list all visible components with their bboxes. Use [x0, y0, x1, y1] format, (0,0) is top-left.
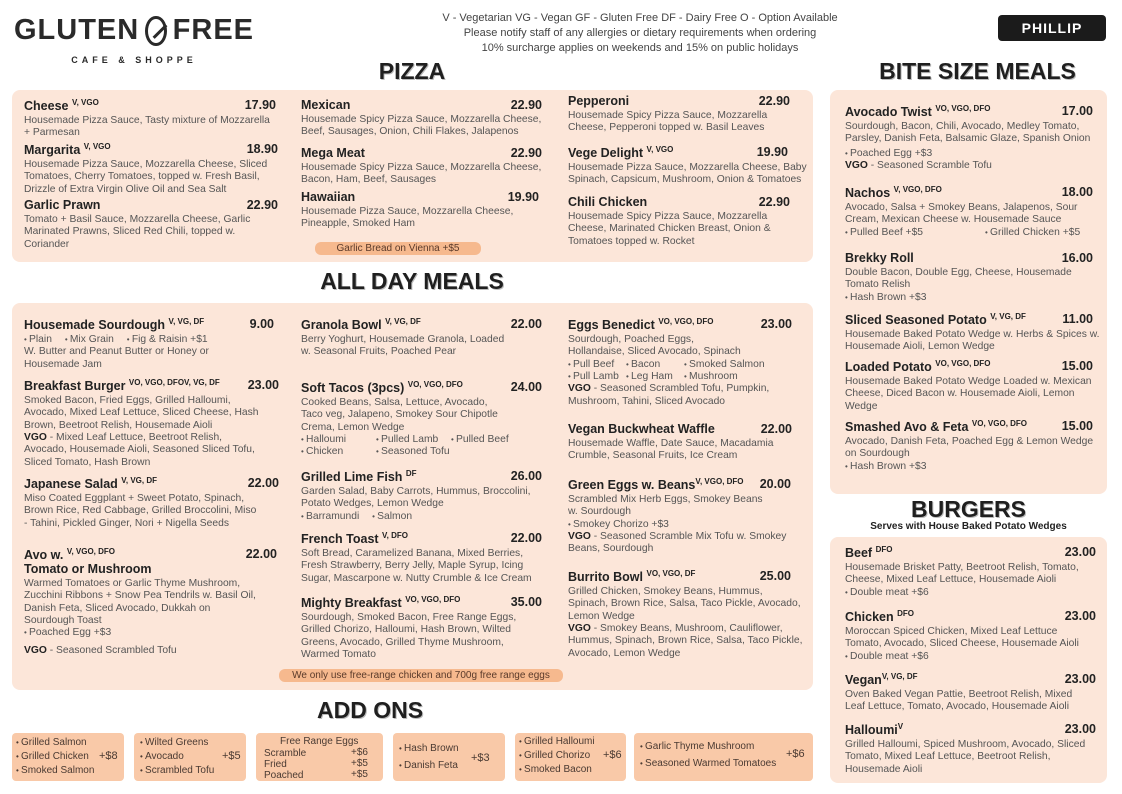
option-bullet: • Plain [24, 334, 52, 345]
item-price: 16.00 [1061, 251, 1093, 265]
option-label: VGO [24, 432, 47, 444]
legend-line-1: V - Vegetarian VG - Vegan GF - Gluten Free DF - Dairy Free O - Option Available [442, 12, 838, 24]
addon-price: +$5 [222, 750, 241, 762]
dietary-tag: V, VGO [646, 145, 674, 154]
addon-price: +$8 [99, 750, 118, 762]
item-description: W. Butter and Peanut Butter or Honey or Housemade Jam [24, 346, 209, 370]
menu-item-mexican[interactable] [301, 98, 542, 139]
section-title-pizza: PIZZA [378, 58, 446, 84]
dietary-tag: V [897, 722, 904, 731]
item-description: Housemade Spicy Pizza Sauce, Mozzarella Cheese, Pepperoni topped w. Basil Leaves [568, 110, 768, 134]
addon-group-sides[interactable] [393, 733, 505, 781]
option-bullet: • Smoked Salmon [684, 359, 764, 371]
menu-item-cheese[interactable] [24, 98, 276, 140]
dietary-tag-2: V, VG, DF [184, 378, 220, 387]
item-name: Vegan [845, 673, 882, 688]
addon-group-greens[interactable] [134, 733, 246, 781]
option-text: - Seasoned Scrambled Tofu [46, 644, 177, 656]
addon-item: • Wilted Greens [140, 737, 208, 748]
addon-item: • Grilled Salmon [16, 737, 87, 748]
dietary-tag: V, VG, DF [121, 476, 158, 485]
item-price: 9.00 [249, 317, 274, 331]
item-name: French Toast [301, 532, 379, 547]
item-price: 26.00 [510, 469, 542, 483]
option-bullet: • Poached Egg +$3 [24, 627, 111, 638]
item-description: Housemade Pizza Sauce, Mozzarella Cheese, Sliced Tomatoes, Cherry Tomatoes, topped w. Fresh Basil, Drizzle of Extra Virgin Olive Oil and Sea Salt [24, 159, 268, 195]
dietary-tag: DFO [875, 545, 893, 554]
legend-line-3: 10% surcharge applies on weekends and 15% on public holidays [481, 42, 799, 54]
menu-item-vegan-burger[interactable] [845, 672, 1096, 714]
option-bullet: • Pull Lamb [568, 371, 616, 383]
item-name: Burrito Bowl [568, 570, 643, 585]
addon-item: • Scrambled Tofu [140, 765, 214, 776]
item-name: Garlic Prawn [24, 198, 101, 212]
item-name: Avo w. [24, 548, 64, 563]
brand-name-left: GLUTEN [14, 14, 140, 46]
option-bullet: • Fig & Raisin +$1 [127, 334, 208, 345]
option-bullet: • Mushroom [684, 371, 764, 383]
item-name: Beef [845, 546, 873, 561]
addon-item: • Avocado [140, 751, 184, 762]
item-price: 18.90 [246, 142, 278, 156]
menu-item-halloumi-burger[interactable] [845, 722, 1096, 776]
item-description: Grilled Halloumi, Spiced Mushroom, Avocado, Sliced Tomato, Mixed Leaf Lettuce, Beetroot Relish, Housemade Aioli [845, 739, 1086, 775]
item-price: 22.00 [510, 317, 542, 331]
dietary-tag: VO, VGO, DFO [971, 419, 1028, 428]
addon-group-eggs[interactable] [256, 733, 383, 781]
item-price: 15.00 [1061, 419, 1093, 433]
item-name: Loaded Potato [845, 360, 932, 375]
option-bullet: • Pull Beef [568, 359, 616, 371]
addon-item: • Seasoned Warmed Tomatoes [640, 758, 776, 769]
item-name: Nachos [845, 186, 891, 201]
addon-group-warm-veg[interactable] [634, 733, 813, 781]
item-description: Miso Coated Eggplant + Sweet Potato, Spinach, Brown Rice, Red Cabbage, Grilled Broccolini, Miso - Tahini, Pickled Ginger, Nori + Nigella Seeds [24, 493, 257, 529]
item-name: Chicken [845, 610, 894, 625]
dietary-tag: VO, VGO, DFO [658, 317, 714, 326]
item-price: 23.00 [1064, 722, 1096, 736]
addon-item: Fried [264, 759, 287, 770]
item-name: Cheese [24, 99, 69, 114]
addon-item: • Smoked Salmon [16, 765, 94, 776]
dietary-tag: VO, VGO, DF [646, 569, 696, 578]
item-description: Housemade Pizza Sauce, Tasty mixture of Mozzarella + Parmesan [24, 115, 270, 139]
item-name: Housemade Sourdough [24, 318, 165, 333]
item-price: 11.00 [1062, 312, 1093, 326]
addon-group-grill[interactable] [515, 733, 626, 781]
item-name: Chili Chicken [568, 195, 648, 209]
dietary-tag: VO, VGO, DFO [935, 104, 991, 113]
option-bullet: • Smokey Chorizo +$3 [568, 519, 669, 530]
item-description: Sourdough, Smoked Bacon, Free Range Eggs, Grilled Chorizo, Halloumi, Hash Brown, Wilted Greens, Avocado, Grilled Thyme Mushroom, Warmed Tomato [301, 612, 517, 661]
option-text: - Smokey Beans, Mushroom, Cauliflower, Hummus, Spinach, Brown Rice, Salsa, Taco Pickle, Avocado, Lemon Wedge [568, 623, 803, 659]
item-price: 23.00 [247, 378, 279, 392]
menu-item-beef-burger[interactable] [845, 545, 1096, 599]
item-price: 23.00 [760, 317, 792, 331]
item-name: Japanese Salad [24, 477, 118, 492]
option-label: VGO [24, 644, 47, 656]
burgers-subtitle: Serves with House Baked Potato Wedges [870, 521, 1067, 532]
option-bullet: • Grilled Chicken +$5 [985, 227, 1090, 239]
option-bullet: • Chicken [301, 446, 366, 458]
item-price: 15.00 [1061, 359, 1093, 373]
item-price: 22.00 [247, 476, 279, 490]
item-price: 19.90 [756, 145, 788, 159]
dietary-tag: VO, VGO, DFO [407, 380, 463, 389]
item-description: Berry Yoghurt, Housemade Granola, Loaded w. Seasonal Fruits, Poached Pear [301, 334, 505, 358]
addon-price: +$3 [471, 752, 490, 764]
option-text: - Seasoned Scrambled Tofu, Pumpkin, Mushroom, Tahini, Sliced Avocado [568, 383, 770, 407]
item-description: Housemade Brisket Patty, Beetroot Relish, Tomato, Cheese, Mixed Leaf Lettuce, Housemade Aioli [845, 562, 1079, 586]
item-name: Vege Delight [568, 146, 644, 161]
item-price: 22.90 [246, 198, 278, 212]
menu-item-avocado-twist[interactable] [845, 104, 1093, 172]
menu-item-french-toast[interactable] [301, 531, 542, 585]
addon-item: Poached [264, 770, 304, 781]
item-price: 23.00 [1064, 672, 1096, 686]
section-title-add-ons: ADD ONS [316, 697, 424, 723]
option-bullet: • Hash Brown +$3 [845, 461, 926, 472]
addon-price: +$6 [603, 749, 622, 761]
item-description: Smoked Bacon, Fried Eggs, Grilled Halloumi, Avocado, Mixed Leaf Lettuce, Sliced Cheese, Hash Brown, Beetroot Relish, Housemade Aioli [24, 395, 259, 431]
item-description: Avocado, Salsa + Smokey Beans, Jalapenos, Sour Cream, Mexican Cheese w. Housemade Sauce [845, 202, 1078, 226]
item-description: Grilled Chicken, Smokey Beans, Hummus, Spinach, Brown Rice, Salsa, Taco Pickle, Avocado, Lemon Wedge [568, 586, 801, 622]
item-description: Double Bacon, Double Egg, Cheese, Housemade Tomato Relish [845, 267, 1072, 291]
option-bullet: • Pulled Beef [451, 434, 511, 446]
garlic-bread-note: Garlic Bread on Vienna +$5 [315, 242, 481, 255]
item-price: 18.00 [1061, 185, 1093, 199]
item-description: Housemade Spicy Pizza Sauce, Mozzarella Cheese, Beef, Sausages, Onion, Chili Flakes, Jalapenos [301, 114, 542, 138]
option-label: VGO [845, 160, 868, 172]
menu-item-margarita[interactable] [24, 142, 278, 196]
brand-name-right: FREE [172, 14, 254, 46]
item-name: Mega Meat [301, 146, 365, 160]
item-description: Soft Bread, Caramelized Banana, Mixed Berries, Fresh Strawberry, Berry Jelly, Maple Syrup, Icing Sugar, Mascarpone w. Nutty Crumble & Ice Cream [301, 548, 532, 584]
option-text: - Seasoned Scramble Tofu [867, 160, 992, 172]
addon-price: +$5 [351, 758, 368, 769]
item-price: 22.90 [758, 195, 790, 209]
dietary-tag: VO, VGO, DFO [128, 378, 185, 387]
addon-item: • Grilled Chorizo [519, 750, 590, 761]
dietary-tag: V, VG, DF [385, 317, 421, 326]
dietary-tag: V, VGO [71, 98, 99, 107]
dietary-tag: V, VG, DF [881, 672, 918, 681]
item-price: 19.90 [507, 190, 539, 204]
addon-item: • Grilled Chicken [16, 751, 89, 762]
addon-price: +$5 [351, 769, 368, 780]
dietary-tag: V, VG, DF [168, 317, 205, 326]
item-price: 22.90 [758, 94, 790, 108]
option-bullet: • Poached Egg +$3 [845, 148, 932, 159]
item-name: Pepperoni [568, 94, 630, 108]
menu-item-nachos[interactable] [845, 185, 1093, 239]
menu-item-breakfast-burger[interactable] [24, 378, 279, 469]
menu-item-vege-delight[interactable] [568, 145, 807, 187]
item-name: Mexican [301, 98, 351, 112]
dietary-legend [380, 11, 900, 56]
item-price: 22.00 [245, 547, 277, 561]
item-description: Housemade Baked Potato Wedge Loaded w. Mexican Cheese, Diced Bacon w. Housemade Aioli, Lemon Wedge [845, 376, 1092, 412]
menu-item-burrito-bowl[interactable] [568, 569, 803, 660]
menu-item-brekky-roll[interactable] [845, 251, 1093, 304]
item-name: Eggs Benedict [568, 318, 655, 333]
item-description: Sourdough, Bacon, Chili, Avocado, Medley Tomato, Parsley, Danish Feta, Balsamic Glaze, Spanish Onion [845, 121, 1091, 145]
item-price: 17.90 [244, 98, 276, 112]
item-description: Oven Baked Vegan Pattie, Beetroot Relish, Mixed Leaf Lettuce, Tomato, Avocado, Housemade Aioli [845, 689, 1073, 713]
option-bullet: • Pulled Lamb [376, 434, 441, 446]
option-bullet: • Mix Grain [65, 334, 114, 345]
dietary-tag: VO, VGO, DFO [405, 595, 461, 604]
item-price: 35.00 [510, 595, 542, 609]
addon-price: +$6 [786, 748, 805, 760]
item-name: Vegan Buckwheat Waffle [568, 422, 715, 436]
item-description: Housemade Pizza Sauce, Mozzarella Cheese, Baby Spinach, Capsicum, Mushroom, Onion & Tomatoes [568, 162, 807, 186]
addon-item: Scramble [264, 748, 307, 759]
addon-price: +$6 [351, 747, 368, 758]
option-bullet: • Double meat +$6 [845, 651, 929, 662]
item-price: 24.00 [510, 380, 542, 394]
menu-item-green-eggs-beans[interactable] [568, 477, 791, 556]
option-bullet: • Barramundi [301, 511, 359, 522]
item-price: 22.90 [510, 146, 542, 160]
item-name: Grilled Lime Fish [301, 470, 403, 485]
addon-group-title: Free Range Eggs [280, 736, 359, 747]
item-name-line-2: Tomato or Mushroom [24, 562, 152, 577]
dietary-tag: V, VGO, DFO [893, 185, 942, 194]
item-name: Smashed Avo & Feta [845, 420, 969, 435]
section-title-all-day: ALL DAY MEALS [320, 268, 504, 294]
menu-item-chicken-burger[interactable] [845, 609, 1096, 663]
item-description: Sourdough, Poached Eggs, Hollandaise, Sliced Avocado, Spinach [568, 334, 741, 358]
dietary-tag: V, VGO [83, 142, 111, 151]
menu-item-vegan-buckwheat-waffle[interactable] [568, 422, 792, 463]
menu-item-hawaiian[interactable] [301, 190, 539, 231]
menu-item-granola-bowl[interactable] [301, 317, 542, 359]
item-price: 17.00 [1061, 104, 1093, 118]
menu-item-grilled-lime-fish[interactable] [301, 469, 542, 523]
staff-name-badge[interactable]: PHILLIP [998, 15, 1106, 41]
menu-item-loaded-potato[interactable] [845, 359, 1093, 413]
item-name: Breakfast Burger [24, 379, 126, 394]
option-bullet: • Hash Brown +$3 [845, 292, 926, 303]
item-name: Avocado Twist [845, 105, 932, 120]
addon-item: • Grilled Halloumi [519, 736, 595, 747]
item-name: Halloumi [845, 723, 898, 738]
legend-line-2: Please notify staff of any allergies or dietary requirements when ordering [463, 27, 817, 39]
item-description: Cooked Beans, Salsa, Lettuce, Avocado, Taco veg, Jalapeno, Smokey Sour Chipotle Crema, Lemon Wedge [301, 397, 498, 433]
brand-tagline: CAFE & SHOPPE [71, 55, 197, 65]
dietary-tag: DFO [897, 609, 915, 618]
item-description: Housemade Waffle, Date Sauce, Macadamia Crumble, Seasonal Fruits, Ice Cream [568, 438, 774, 462]
menu-item-mega-meat[interactable] [301, 146, 542, 187]
option-bullet: • Salmon [372, 511, 412, 522]
addon-item: • Hash Brown [399, 743, 459, 754]
dietary-tag: VO, VGO, DFO [935, 359, 991, 368]
addon-item: • Garlic Thyme Mushroom [640, 741, 754, 752]
section-title-bite-size: BITE SIZE MEALS [879, 58, 1076, 84]
item-price: 25.00 [759, 569, 791, 583]
menu-item-avo[interactable] [24, 547, 277, 657]
menu-item-eggs-benedict[interactable] [568, 317, 792, 408]
item-name: Margarita [24, 143, 81, 158]
item-name: Hawaiian [301, 190, 356, 204]
option-bullet: • Pulled Beef +$5 [845, 227, 975, 239]
section-title-burgers: BURGERS [910, 496, 1026, 522]
item-name: Granola Bowl [301, 318, 382, 333]
menu-item-japanese-salad[interactable] [24, 476, 279, 530]
item-price: 23.00 [1064, 545, 1096, 559]
option-bullet: • Bacon [626, 359, 674, 371]
item-name: Brekky Roll [845, 251, 914, 265]
item-price: 22.00 [510, 531, 542, 545]
item-description: Moroccan Spiced Chicken, Mixed Leaf Lettuce Tomato, Avocado, Sliced Cheese, Housemade Aioli [845, 626, 1079, 650]
option-bullet: • Leg Ham [626, 371, 674, 383]
addon-item: • Smoked Bacon [519, 764, 592, 775]
option-label: VGO [568, 623, 591, 635]
menu-item-pepperoni[interactable] [568, 94, 790, 135]
option-text: - Mixed Leaf Lettuce, Beetroot Relish, Avocado, Housemade Aioli, Seasoned Sliced Tofu, Sliced Tomato, Hash Brown [24, 432, 255, 468]
wheat-crossed-icon [145, 16, 166, 46]
menu-item-housemade-sourdough[interactable] [24, 317, 274, 371]
addon-item: • Danish Feta [399, 760, 458, 771]
item-price: 22.00 [760, 422, 792, 436]
item-name: Soft Tacos (3pcs) [301, 381, 405, 396]
item-description: Housemade Spicy Pizza Sauce, Mozzarella Cheese, Bacon, Ham, Beef, Sausages [301, 162, 542, 186]
option-label: VGO [568, 531, 591, 543]
dietary-tag: V, VG, DF [990, 312, 1026, 321]
item-description: Housemade Baked Potato Wedge w. Herbs & Spices w. Housemade Aioli, Lemon Wedge [845, 329, 1100, 353]
dietary-tag: V, VGO, DFO [66, 547, 116, 556]
item-description: Tomato + Basil Sauce, Mozzarella Cheese, Garlic Marinated Prawns, Sliced Red Chili, topped w. Coriander [24, 214, 251, 250]
menu-item-mighty-breakfast[interactable] [301, 595, 542, 661]
item-name: Green Eggs w. Beans [568, 478, 696, 493]
option-bullet: • Halloumi [301, 434, 366, 446]
addon-group-proteins[interactable] [12, 733, 124, 781]
item-price: 22.90 [510, 98, 542, 112]
option-bullet: • Double meat +$6 [845, 587, 929, 598]
menu-item-chili-chicken[interactable] [568, 195, 790, 248]
item-price: 20.00 [759, 477, 791, 491]
item-description: Scrambled Mix Herb Eggs, Smokey Beans w. Sourdough [568, 494, 763, 518]
dietary-tag: V, DFO [382, 531, 408, 540]
menu-item-soft-tacos[interactable] [301, 380, 542, 459]
option-text: - Seasoned Scramble Mix Tofu w. Smokey Beans, Sourdough [568, 531, 787, 555]
option-label: VGO [568, 383, 591, 395]
item-description: Housemade Spicy Pizza Sauce, Mozzarella Cheese, Marinated Chicken Breast, Onion & Tomatoes topped w. Rocket [568, 211, 771, 247]
menu-item-smashed-avo-feta[interactable] [845, 419, 1093, 473]
dietary-tag: DF [405, 469, 417, 478]
dietary-tag: V, VGO, DFO [695, 477, 744, 486]
item-description: Avocado, Danish Feta, Poached Egg & Lemon Wedge on Sourdough [845, 436, 1094, 460]
item-description: Warmed Tomatoes or Garlic Thyme Mushroom, Zucchini Ribbons + Snow Pea Tendrils w. Basil Oil, Danish Feta, Sliced Avocado, Dukkah on Sourdough Toast [24, 578, 256, 627]
item-name: Mighty Breakfast [301, 596, 402, 611]
menu-item-garlic-prawn[interactable] [24, 198, 278, 251]
item-price: 23.00 [1064, 609, 1096, 623]
option-bullet: • Seasoned Tofu [376, 446, 441, 458]
menu-item-sliced-seasoned-potato[interactable] [845, 312, 1100, 354]
free-range-note: We only use free-range chicken and 700g free range eggs [279, 669, 563, 682]
item-description: Garden Salad, Baby Carrots, Hummus, Broccolini, Potato Wedges, Lemon Wedge [301, 486, 531, 510]
item-description: Housemade Pizza Sauce, Mozzarella Cheese, Pineapple, Smoked Ham [301, 206, 514, 230]
item-name: Sliced Seasoned Potato [845, 313, 987, 328]
